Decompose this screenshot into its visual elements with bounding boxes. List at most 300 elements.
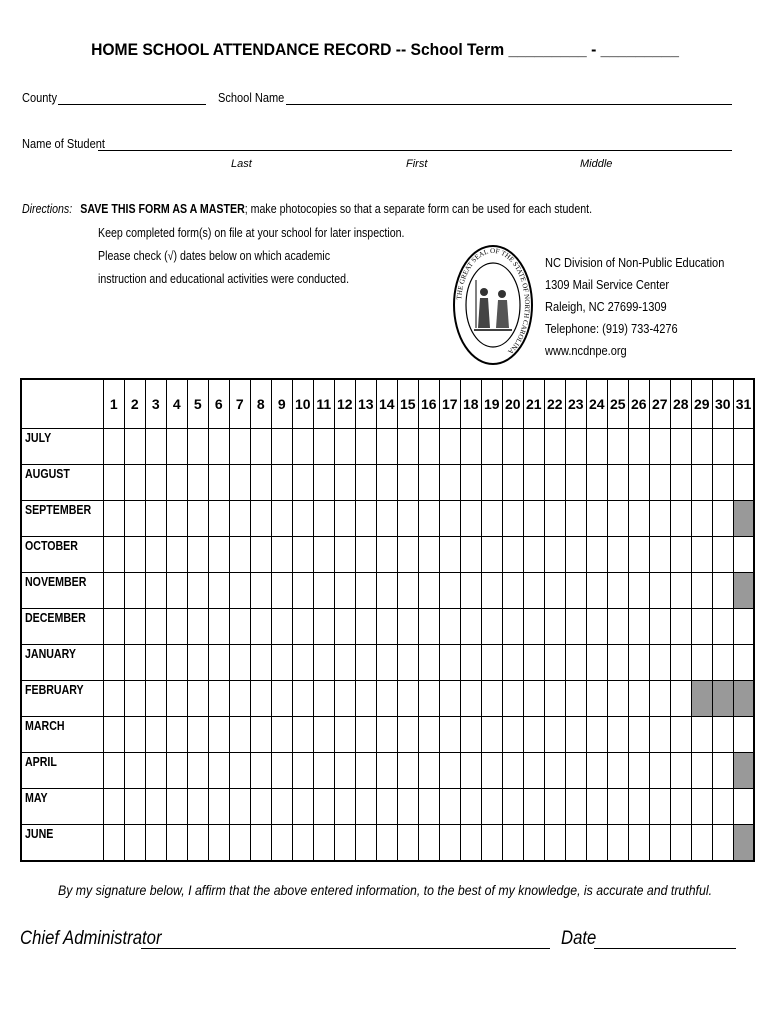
attendance-check-cell[interactable] xyxy=(271,609,292,645)
attendance-check-cell[interactable] xyxy=(250,825,271,862)
attendance-check-cell[interactable] xyxy=(418,609,439,645)
attendance-check-cell[interactable] xyxy=(229,537,250,573)
attendance-check-cell[interactable] xyxy=(544,717,565,753)
attendance-check-cell[interactable] xyxy=(439,573,460,609)
attendance-check-cell[interactable] xyxy=(229,573,250,609)
attendance-check-cell[interactable] xyxy=(250,465,271,501)
attendance-check-cell[interactable] xyxy=(313,465,334,501)
attendance-check-cell[interactable] xyxy=(271,573,292,609)
attendance-check-cell[interactable] xyxy=(313,537,334,573)
attendance-check-cell[interactable] xyxy=(460,681,481,717)
attendance-check-cell[interactable] xyxy=(376,717,397,753)
attendance-check-cell[interactable] xyxy=(355,681,376,717)
attendance-check-cell[interactable] xyxy=(628,789,649,825)
attendance-check-cell[interactable] xyxy=(523,717,544,753)
attendance-check-cell[interactable] xyxy=(523,825,544,862)
attendance-check-cell[interactable] xyxy=(334,717,355,753)
attendance-check-cell[interactable] xyxy=(397,753,418,789)
attendance-check-cell[interactable] xyxy=(124,609,145,645)
attendance-check-cell[interactable] xyxy=(208,753,229,789)
attendance-check-cell[interactable] xyxy=(271,429,292,465)
attendance-check-cell[interactable] xyxy=(439,717,460,753)
attendance-check-cell[interactable] xyxy=(649,429,670,465)
attendance-check-cell[interactable] xyxy=(670,789,691,825)
attendance-check-cell[interactable] xyxy=(334,501,355,537)
agency-website[interactable]: www.ncdnpe.org xyxy=(545,343,627,358)
attendance-check-cell[interactable] xyxy=(145,681,166,717)
attendance-check-cell[interactable] xyxy=(313,501,334,537)
attendance-check-cell[interactable] xyxy=(733,717,754,753)
attendance-check-cell[interactable] xyxy=(250,717,271,753)
attendance-check-cell[interactable] xyxy=(460,573,481,609)
attendance-check-cell[interactable] xyxy=(481,645,502,681)
attendance-check-cell[interactable] xyxy=(565,645,586,681)
attendance-check-cell[interactable] xyxy=(523,789,544,825)
attendance-check-cell[interactable] xyxy=(145,573,166,609)
attendance-check-cell[interactable] xyxy=(565,825,586,862)
attendance-check-cell[interactable] xyxy=(544,609,565,645)
attendance-check-cell[interactable] xyxy=(523,753,544,789)
attendance-check-cell[interactable] xyxy=(565,465,586,501)
attendance-check-cell[interactable] xyxy=(544,573,565,609)
attendance-check-cell[interactable] xyxy=(250,537,271,573)
attendance-check-cell[interactable] xyxy=(145,645,166,681)
attendance-check-cell[interactable] xyxy=(313,645,334,681)
attendance-check-cell[interactable] xyxy=(502,753,523,789)
attendance-check-cell[interactable] xyxy=(313,825,334,862)
attendance-check-cell[interactable] xyxy=(334,609,355,645)
attendance-check-cell[interactable] xyxy=(649,465,670,501)
attendance-check-cell[interactable] xyxy=(166,501,187,537)
attendance-check-cell[interactable] xyxy=(460,465,481,501)
attendance-check-cell[interactable] xyxy=(439,501,460,537)
attendance-check-cell[interactable] xyxy=(103,753,124,789)
attendance-check-cell[interactable] xyxy=(586,825,607,862)
attendance-check-cell[interactable] xyxy=(271,537,292,573)
attendance-check-cell[interactable] xyxy=(208,789,229,825)
attendance-check-cell[interactable] xyxy=(103,429,124,465)
attendance-check-cell[interactable] xyxy=(607,717,628,753)
attendance-check-cell[interactable] xyxy=(166,609,187,645)
attendance-check-cell[interactable] xyxy=(145,825,166,862)
attendance-check-cell[interactable] xyxy=(229,645,250,681)
attendance-check-cell[interactable] xyxy=(607,537,628,573)
attendance-check-cell[interactable] xyxy=(691,573,712,609)
attendance-check-cell[interactable] xyxy=(439,789,460,825)
attendance-check-cell[interactable] xyxy=(397,681,418,717)
attendance-check-cell[interactable] xyxy=(523,645,544,681)
attendance-check-cell[interactable] xyxy=(733,645,754,681)
attendance-check-cell[interactable] xyxy=(313,681,334,717)
attendance-check-cell[interactable] xyxy=(649,609,670,645)
attendance-check-cell[interactable] xyxy=(607,645,628,681)
attendance-check-cell[interactable] xyxy=(208,573,229,609)
attendance-check-cell[interactable] xyxy=(229,789,250,825)
attendance-check-cell[interactable] xyxy=(565,573,586,609)
attendance-check-cell[interactable] xyxy=(229,501,250,537)
attendance-check-cell[interactable] xyxy=(418,825,439,862)
attendance-check-cell[interactable] xyxy=(712,465,733,501)
attendance-check-cell[interactable] xyxy=(586,753,607,789)
attendance-check-cell[interactable] xyxy=(397,429,418,465)
attendance-check-cell[interactable] xyxy=(418,501,439,537)
attendance-check-cell[interactable] xyxy=(418,429,439,465)
attendance-check-cell[interactable] xyxy=(460,717,481,753)
attendance-check-cell[interactable] xyxy=(397,645,418,681)
attendance-check-cell[interactable] xyxy=(334,573,355,609)
attendance-check-cell[interactable] xyxy=(103,501,124,537)
attendance-check-cell[interactable] xyxy=(586,573,607,609)
attendance-check-cell[interactable] xyxy=(292,717,313,753)
attendance-check-cell[interactable] xyxy=(712,501,733,537)
attendance-check-cell[interactable] xyxy=(250,681,271,717)
attendance-check-cell[interactable] xyxy=(334,537,355,573)
attendance-check-cell[interactable] xyxy=(607,681,628,717)
attendance-check-cell[interactable] xyxy=(712,573,733,609)
attendance-check-cell[interactable] xyxy=(523,501,544,537)
attendance-check-cell[interactable] xyxy=(292,825,313,862)
attendance-check-cell[interactable] xyxy=(502,537,523,573)
attendance-check-cell[interactable] xyxy=(229,717,250,753)
attendance-check-cell[interactable] xyxy=(355,753,376,789)
attendance-check-cell[interactable] xyxy=(124,717,145,753)
attendance-check-cell[interactable] xyxy=(670,573,691,609)
attendance-check-cell[interactable] xyxy=(376,789,397,825)
attendance-check-cell[interactable] xyxy=(712,789,733,825)
attendance-check-cell[interactable] xyxy=(355,645,376,681)
attendance-check-cell[interactable] xyxy=(208,645,229,681)
attendance-check-cell[interactable] xyxy=(271,645,292,681)
attendance-check-cell[interactable] xyxy=(691,465,712,501)
attendance-check-cell[interactable] xyxy=(250,753,271,789)
attendance-check-cell[interactable] xyxy=(502,825,523,862)
attendance-check-cell[interactable] xyxy=(313,429,334,465)
attendance-check-cell[interactable] xyxy=(397,825,418,862)
attendance-check-cell[interactable] xyxy=(166,717,187,753)
attendance-check-cell[interactable] xyxy=(313,717,334,753)
attendance-check-cell[interactable] xyxy=(355,789,376,825)
attendance-check-cell[interactable] xyxy=(124,789,145,825)
attendance-check-cell[interactable] xyxy=(460,429,481,465)
attendance-check-cell[interactable] xyxy=(271,465,292,501)
attendance-check-cell[interactable] xyxy=(544,825,565,862)
attendance-check-cell[interactable] xyxy=(103,537,124,573)
attendance-check-cell[interactable] xyxy=(460,789,481,825)
attendance-check-cell[interactable] xyxy=(607,609,628,645)
attendance-check-cell[interactable] xyxy=(103,681,124,717)
attendance-check-cell[interactable] xyxy=(124,645,145,681)
attendance-check-cell[interactable] xyxy=(712,753,733,789)
attendance-check-cell[interactable] xyxy=(481,609,502,645)
attendance-check-cell[interactable] xyxy=(124,825,145,862)
attendance-check-cell[interactable] xyxy=(418,537,439,573)
attendance-check-cell[interactable] xyxy=(733,465,754,501)
attendance-check-cell[interactable] xyxy=(124,753,145,789)
attendance-check-cell[interactable] xyxy=(187,465,208,501)
attendance-check-cell[interactable] xyxy=(229,429,250,465)
attendance-check-cell[interactable] xyxy=(250,645,271,681)
attendance-check-cell[interactable] xyxy=(733,537,754,573)
attendance-check-cell[interactable] xyxy=(565,753,586,789)
attendance-check-cell[interactable] xyxy=(208,501,229,537)
attendance-check-cell[interactable] xyxy=(502,681,523,717)
attendance-check-cell[interactable] xyxy=(397,465,418,501)
attendance-check-cell[interactable] xyxy=(628,573,649,609)
attendance-check-cell[interactable] xyxy=(292,465,313,501)
attendance-check-cell[interactable] xyxy=(439,429,460,465)
attendance-check-cell[interactable] xyxy=(460,609,481,645)
attendance-check-cell[interactable] xyxy=(187,789,208,825)
attendance-check-cell[interactable] xyxy=(376,609,397,645)
attendance-check-cell[interactable] xyxy=(649,825,670,862)
attendance-check-cell[interactable] xyxy=(208,537,229,573)
attendance-check-cell[interactable] xyxy=(208,825,229,862)
attendance-check-cell[interactable] xyxy=(187,645,208,681)
attendance-check-cell[interactable] xyxy=(208,465,229,501)
attendance-check-cell[interactable] xyxy=(628,501,649,537)
attendance-check-cell[interactable] xyxy=(376,465,397,501)
attendance-check-cell[interactable] xyxy=(334,645,355,681)
attendance-check-cell[interactable] xyxy=(649,501,670,537)
attendance-check-cell[interactable] xyxy=(166,789,187,825)
attendance-check-cell[interactable] xyxy=(292,573,313,609)
attendance-check-cell[interactable] xyxy=(502,645,523,681)
attendance-check-cell[interactable] xyxy=(586,609,607,645)
attendance-check-cell[interactable] xyxy=(607,573,628,609)
attendance-check-cell[interactable] xyxy=(460,537,481,573)
attendance-check-cell[interactable] xyxy=(502,573,523,609)
attendance-check-cell[interactable] xyxy=(418,645,439,681)
attendance-check-cell[interactable] xyxy=(250,609,271,645)
attendance-check-cell[interactable] xyxy=(271,753,292,789)
attendance-check-cell[interactable] xyxy=(691,789,712,825)
attendance-check-cell[interactable] xyxy=(292,537,313,573)
attendance-check-cell[interactable] xyxy=(376,429,397,465)
attendance-check-cell[interactable] xyxy=(439,465,460,501)
attendance-check-cell[interactable] xyxy=(628,429,649,465)
attendance-check-cell[interactable] xyxy=(628,465,649,501)
attendance-check-cell[interactable] xyxy=(313,753,334,789)
attendance-check-cell[interactable] xyxy=(418,681,439,717)
attendance-check-cell[interactable] xyxy=(481,789,502,825)
attendance-check-cell[interactable] xyxy=(733,429,754,465)
attendance-check-cell[interactable] xyxy=(481,501,502,537)
attendance-check-cell[interactable] xyxy=(355,825,376,862)
attendance-check-cell[interactable] xyxy=(397,789,418,825)
attendance-check-cell[interactable] xyxy=(565,681,586,717)
chief-administrator-signature-line[interactable] xyxy=(141,948,550,949)
attendance-check-cell[interactable] xyxy=(208,609,229,645)
attendance-check-cell[interactable] xyxy=(439,609,460,645)
attendance-check-cell[interactable] xyxy=(712,717,733,753)
attendance-check-cell[interactable] xyxy=(313,573,334,609)
attendance-check-cell[interactable] xyxy=(418,753,439,789)
attendance-check-cell[interactable] xyxy=(565,789,586,825)
attendance-check-cell[interactable] xyxy=(691,645,712,681)
attendance-check-cell[interactable] xyxy=(313,609,334,645)
attendance-check-cell[interactable] xyxy=(649,717,670,753)
attendance-check-cell[interactable] xyxy=(628,753,649,789)
attendance-check-cell[interactable] xyxy=(544,537,565,573)
attendance-check-cell[interactable] xyxy=(670,753,691,789)
attendance-check-cell[interactable] xyxy=(145,753,166,789)
attendance-check-cell[interactable] xyxy=(523,537,544,573)
attendance-check-cell[interactable] xyxy=(628,537,649,573)
attendance-check-cell[interactable] xyxy=(712,429,733,465)
attendance-check-cell[interactable] xyxy=(670,537,691,573)
attendance-check-cell[interactable] xyxy=(481,537,502,573)
attendance-check-cell[interactable] xyxy=(565,501,586,537)
attendance-check-cell[interactable] xyxy=(187,501,208,537)
attendance-check-cell[interactable] xyxy=(523,681,544,717)
attendance-check-cell[interactable] xyxy=(355,465,376,501)
attendance-check-cell[interactable] xyxy=(691,537,712,573)
attendance-check-cell[interactable] xyxy=(439,645,460,681)
attendance-check-cell[interactable] xyxy=(376,573,397,609)
attendance-check-cell[interactable] xyxy=(481,465,502,501)
attendance-check-cell[interactable] xyxy=(166,753,187,789)
attendance-check-cell[interactable] xyxy=(481,429,502,465)
attendance-check-cell[interactable] xyxy=(586,789,607,825)
attendance-check-cell[interactable] xyxy=(502,609,523,645)
attendance-check-cell[interactable] xyxy=(691,753,712,789)
attendance-check-cell[interactable] xyxy=(271,717,292,753)
attendance-check-cell[interactable] xyxy=(670,681,691,717)
attendance-check-cell[interactable] xyxy=(208,717,229,753)
attendance-check-cell[interactable] xyxy=(166,465,187,501)
attendance-check-cell[interactable] xyxy=(166,429,187,465)
attendance-check-cell[interactable] xyxy=(187,537,208,573)
attendance-check-cell[interactable] xyxy=(607,429,628,465)
attendance-check-cell[interactable] xyxy=(334,465,355,501)
attendance-check-cell[interactable] xyxy=(103,465,124,501)
attendance-check-cell[interactable] xyxy=(250,501,271,537)
attendance-check-cell[interactable] xyxy=(712,537,733,573)
attendance-check-cell[interactable] xyxy=(187,753,208,789)
attendance-check-cell[interactable] xyxy=(355,717,376,753)
attendance-check-cell[interactable] xyxy=(397,537,418,573)
attendance-check-cell[interactable] xyxy=(145,501,166,537)
attendance-check-cell[interactable] xyxy=(418,717,439,753)
attendance-check-cell[interactable] xyxy=(481,825,502,862)
attendance-check-cell[interactable] xyxy=(250,789,271,825)
attendance-check-cell[interactable] xyxy=(544,789,565,825)
attendance-check-cell[interactable] xyxy=(544,465,565,501)
attendance-check-cell[interactable] xyxy=(250,573,271,609)
attendance-check-cell[interactable] xyxy=(523,573,544,609)
attendance-check-cell[interactable] xyxy=(670,645,691,681)
attendance-check-cell[interactable] xyxy=(712,609,733,645)
attendance-check-cell[interactable] xyxy=(124,465,145,501)
attendance-check-cell[interactable] xyxy=(418,465,439,501)
attendance-check-cell[interactable] xyxy=(502,789,523,825)
school-name-field[interactable] xyxy=(286,104,732,105)
attendance-check-cell[interactable] xyxy=(334,429,355,465)
attendance-check-cell[interactable] xyxy=(712,825,733,862)
attendance-check-cell[interactable] xyxy=(460,645,481,681)
attendance-check-cell[interactable] xyxy=(586,429,607,465)
attendance-check-cell[interactable] xyxy=(544,681,565,717)
attendance-check-cell[interactable] xyxy=(166,645,187,681)
attendance-check-cell[interactable] xyxy=(418,573,439,609)
attendance-check-cell[interactable] xyxy=(670,465,691,501)
attendance-check-cell[interactable] xyxy=(565,609,586,645)
attendance-check-cell[interactable] xyxy=(523,609,544,645)
attendance-check-cell[interactable] xyxy=(292,501,313,537)
attendance-check-cell[interactable] xyxy=(481,717,502,753)
attendance-check-cell[interactable] xyxy=(103,825,124,862)
attendance-check-cell[interactable] xyxy=(628,609,649,645)
attendance-check-cell[interactable] xyxy=(103,609,124,645)
attendance-check-cell[interactable] xyxy=(145,465,166,501)
attendance-check-cell[interactable] xyxy=(292,609,313,645)
attendance-check-cell[interactable] xyxy=(145,789,166,825)
attendance-check-cell[interactable] xyxy=(355,573,376,609)
attendance-check-cell[interactable] xyxy=(649,573,670,609)
attendance-check-cell[interactable] xyxy=(628,825,649,862)
attendance-check-cell[interactable] xyxy=(607,753,628,789)
attendance-check-cell[interactable] xyxy=(187,429,208,465)
attendance-check-cell[interactable] xyxy=(544,645,565,681)
attendance-check-cell[interactable] xyxy=(376,681,397,717)
attendance-check-cell[interactable] xyxy=(565,429,586,465)
attendance-check-cell[interactable] xyxy=(292,681,313,717)
attendance-check-cell[interactable] xyxy=(649,753,670,789)
attendance-check-cell[interactable] xyxy=(586,645,607,681)
attendance-check-cell[interactable] xyxy=(565,537,586,573)
attendance-check-cell[interactable] xyxy=(292,429,313,465)
attendance-check-cell[interactable] xyxy=(544,753,565,789)
county-field[interactable] xyxy=(58,104,206,105)
attendance-check-cell[interactable] xyxy=(313,789,334,825)
student-name-field[interactable] xyxy=(98,150,732,151)
attendance-check-cell[interactable] xyxy=(460,753,481,789)
attendance-check-cell[interactable] xyxy=(376,537,397,573)
attendance-check-cell[interactable] xyxy=(103,573,124,609)
attendance-check-cell[interactable] xyxy=(502,429,523,465)
attendance-check-cell[interactable] xyxy=(712,645,733,681)
attendance-check-cell[interactable] xyxy=(229,681,250,717)
attendance-check-cell[interactable] xyxy=(628,681,649,717)
attendance-check-cell[interactable] xyxy=(292,753,313,789)
attendance-check-cell[interactable] xyxy=(271,681,292,717)
attendance-check-cell[interactable] xyxy=(292,789,313,825)
attendance-check-cell[interactable] xyxy=(166,681,187,717)
attendance-check-cell[interactable] xyxy=(376,825,397,862)
attendance-check-cell[interactable] xyxy=(166,573,187,609)
attendance-check-cell[interactable] xyxy=(628,645,649,681)
attendance-check-cell[interactable] xyxy=(439,681,460,717)
attendance-check-cell[interactable] xyxy=(586,717,607,753)
attendance-check-cell[interactable] xyxy=(502,501,523,537)
attendance-check-cell[interactable] xyxy=(145,537,166,573)
attendance-check-cell[interactable] xyxy=(166,537,187,573)
attendance-check-cell[interactable] xyxy=(229,825,250,862)
attendance-check-cell[interactable] xyxy=(187,609,208,645)
attendance-check-cell[interactable] xyxy=(124,537,145,573)
attendance-check-cell[interactable] xyxy=(523,429,544,465)
attendance-check-cell[interactable] xyxy=(229,465,250,501)
attendance-check-cell[interactable] xyxy=(670,609,691,645)
attendance-check-cell[interactable] xyxy=(607,789,628,825)
date-signature-line[interactable] xyxy=(594,948,736,949)
attendance-check-cell[interactable] xyxy=(733,789,754,825)
attendance-check-cell[interactable] xyxy=(670,717,691,753)
attendance-check-cell[interactable] xyxy=(691,825,712,862)
attendance-check-cell[interactable] xyxy=(292,645,313,681)
attendance-check-cell[interactable] xyxy=(418,789,439,825)
attendance-check-cell[interactable] xyxy=(607,825,628,862)
